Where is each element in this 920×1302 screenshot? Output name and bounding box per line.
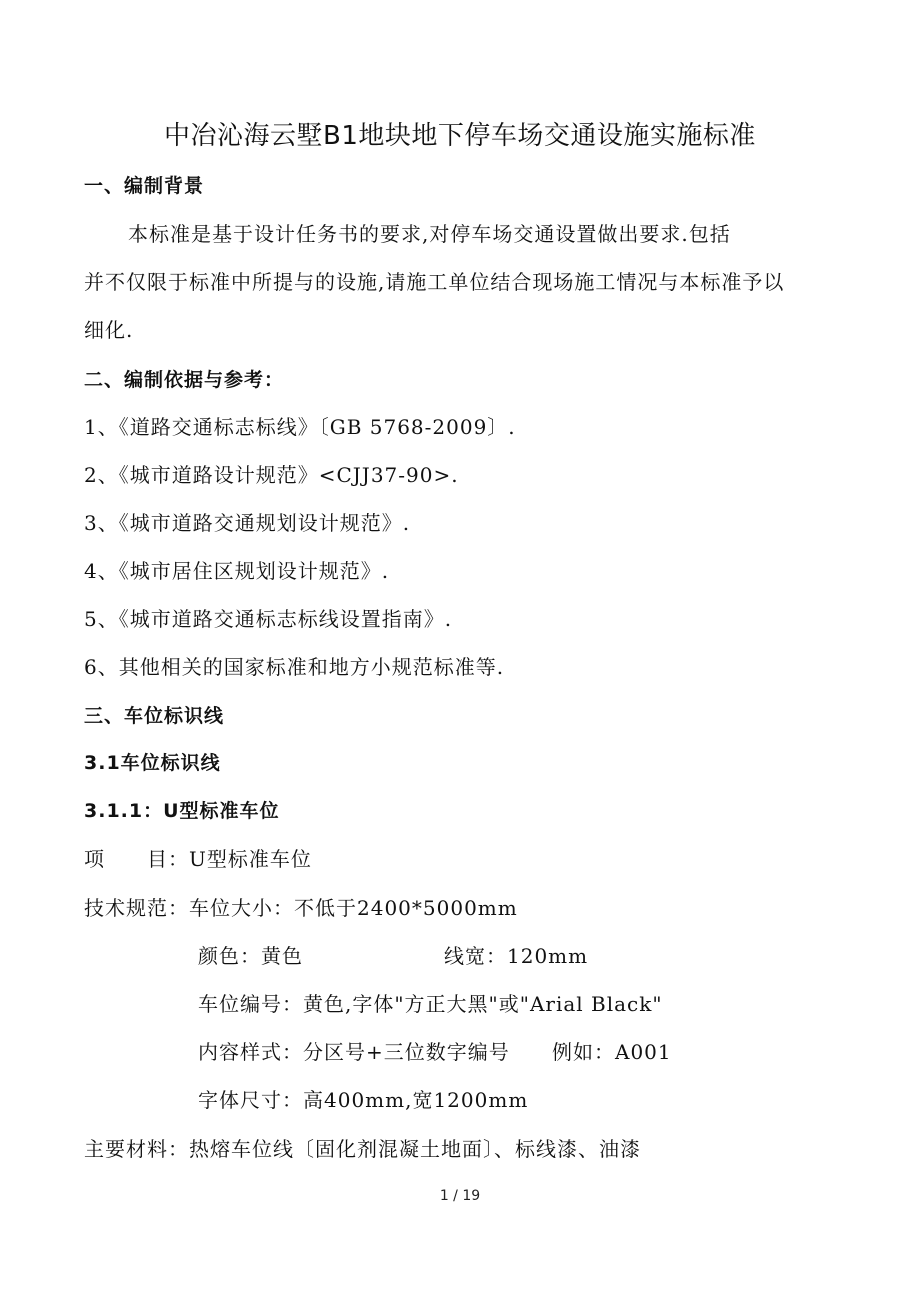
reference-item: 5、《城市道路交通标志标线设置指南》.	[84, 607, 453, 631]
reference-item: 3、《城市道路交通规划设计规范》.	[84, 511, 411, 535]
section-1-paragraph-line-3: 细化.	[84, 318, 134, 342]
section-1-paragraph-line-1: 本标准是基于设计任务书的要求,对停车场交通设置做出要求.包括	[128, 222, 731, 246]
reference-item: 4、《城市居住区规划设计规范》.	[84, 559, 390, 583]
spec-label: 技术规范：车位大小：不低于2400*5000mm	[84, 896, 518, 920]
number-spec: 车位编号：黄色,字体"方正大黑"或"Arial Black"	[198, 992, 663, 1016]
example-spec: 例如：A001	[552, 1040, 672, 1064]
line-width-spec: 线宽：120mm	[444, 944, 589, 968]
section-1-paragraph-line-2: 并不仅限于标准中所提与的设施,请施工单位结合现场施工情况与本标准予以	[84, 270, 785, 294]
page-indicator: 1 / 19	[439, 1188, 481, 1204]
reference-item: 2、《城市道路设计规范》<CJJ37-90>.	[84, 463, 459, 487]
reference-item: 1、《道路交通标志标线》〔GB 5768-2009〕.	[84, 415, 516, 439]
document-title: 中冶沁海云墅B1地块地下停车场交通设施实施标准	[164, 121, 756, 151]
font-size-spec: 字体尺寸：高400mm,宽1200mm	[198, 1088, 529, 1112]
section-3-1-heading: 3.1车位标识线	[84, 752, 221, 774]
content-style-spec: 内容样式：分区号+三位数字编号	[198, 1040, 510, 1064]
section-3-heading: 三、车位标识线	[84, 705, 225, 727]
materials-label: 主要材料：热熔车位线〔固化剂混凝土地面〕、标线漆、油漆	[84, 1137, 641, 1161]
reference-item: 6、其他相关的国家标准和地方小规范标准等.	[84, 655, 505, 679]
section-2-heading: 二、编制依据与参考：	[84, 369, 285, 391]
item-label: 项 目：U型标准车位	[84, 847, 312, 871]
color-spec: 颜色：黄色	[198, 944, 303, 968]
section-1-heading: 一、编制背景	[84, 175, 205, 197]
section-3-1-1-heading: 3.1.1：U型标准车位	[84, 800, 280, 822]
